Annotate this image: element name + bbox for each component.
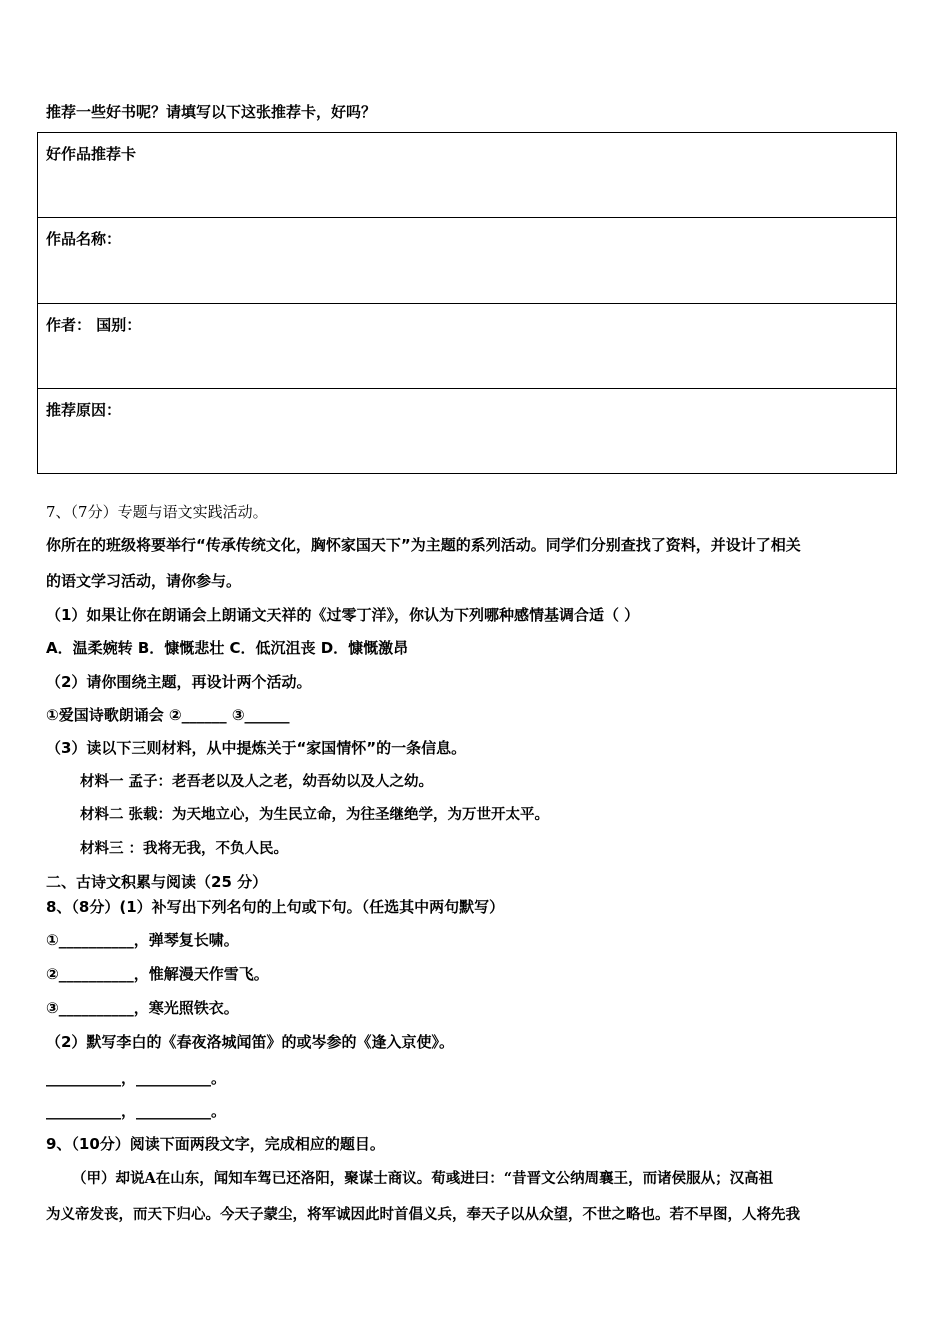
material-three: 材料三 ：我将无我，不负人民。: [80, 840, 289, 857]
recommendation-card: [37, 132, 897, 474]
card-reason: 推荐原因：: [38, 388, 897, 473]
card-author-country: 作者： 国别：: [38, 303, 897, 388]
material-two: 材料二 张载：为天地立心，为生民立命，为往圣继绝学，为万世开太平。: [80, 806, 550, 823]
q9-passage-line1: （甲）却说A在山东，闻知车驾已还洛阳，聚谋士商议。荀彧进曰：“昔晋文公纳周襄王，而诸侯服从；汉高祖: [72, 1170, 774, 1187]
card-work-name: 作品名称：: [38, 218, 897, 303]
q7-paragraph-line1: 你所在的班级将要举行“传承传统文化，胸怀家国天下”为主题的系列活动。同学们分别查找了资料，并设计了相关: [46, 536, 801, 554]
intro-text: 推荐一些好书呢？请填写以下这张推荐卡，好吗？: [46, 103, 377, 121]
q8-sub2: （2）默写李白的《春夜洛城闻笛》的或岑参的《逢入京使》。: [46, 1033, 454, 1051]
q8-blank-3: ③__________，寒光照铁衣。: [46, 999, 239, 1017]
material-one: 材料一 孟子：老吾老以及人之老，幼吾幼以及人之幼。: [80, 773, 434, 790]
q8-blank-2: ②__________，惟解漫天作雪飞。: [46, 965, 269, 983]
q7-paragraph-line2: 的语文学习活动，请你参与。: [46, 572, 242, 590]
q7-sub3: （3）读以下三则材料，从中提炼关于“家国情怀”的一条信息。: [46, 739, 467, 757]
q8-answer-line-1: __________，__________。: [46, 1069, 227, 1087]
section2-heading: 二、古诗文积累与阅读（25 分）: [46, 873, 268, 891]
q7-sub1: （1）如果让你在朗诵会上朗诵文天祥的《过零丁洋》，你认为下列哪种感情基调合适（ ）: [46, 606, 640, 624]
q7-header: 7、（7分）专题与语文实践活动。: [46, 503, 268, 521]
q9-header: 9、（10分）阅读下面两段文字，完成相应的题目。: [46, 1135, 385, 1153]
q7-activities: ①爱国诗歌朗诵会 ②______ ③______: [46, 706, 290, 724]
card-title: 好作品推荐卡: [38, 133, 897, 218]
q7-sub2: （2）请你围绕主题，再设计两个活动。: [46, 673, 312, 691]
q8-header: 8、（8分）(1）补写出下列名句的上句或下句。（任选其中两句默写）: [46, 898, 505, 916]
q7-options: A．温柔婉转 B．慷慨悲壮 C．低沉沮丧 D．慷慨激昂: [46, 639, 409, 657]
q8-blank-1: ①__________，弹琴复长啸。: [46, 931, 239, 949]
q8-answer-line-2: __________，__________。: [46, 1102, 227, 1120]
q9-passage-line2: 为义帝发丧，而天下归心。今天子蒙尘，将军诚因此时首倡义兵，奉天子以从众望，不世之略也。若不早图，人将先我: [46, 1206, 800, 1223]
